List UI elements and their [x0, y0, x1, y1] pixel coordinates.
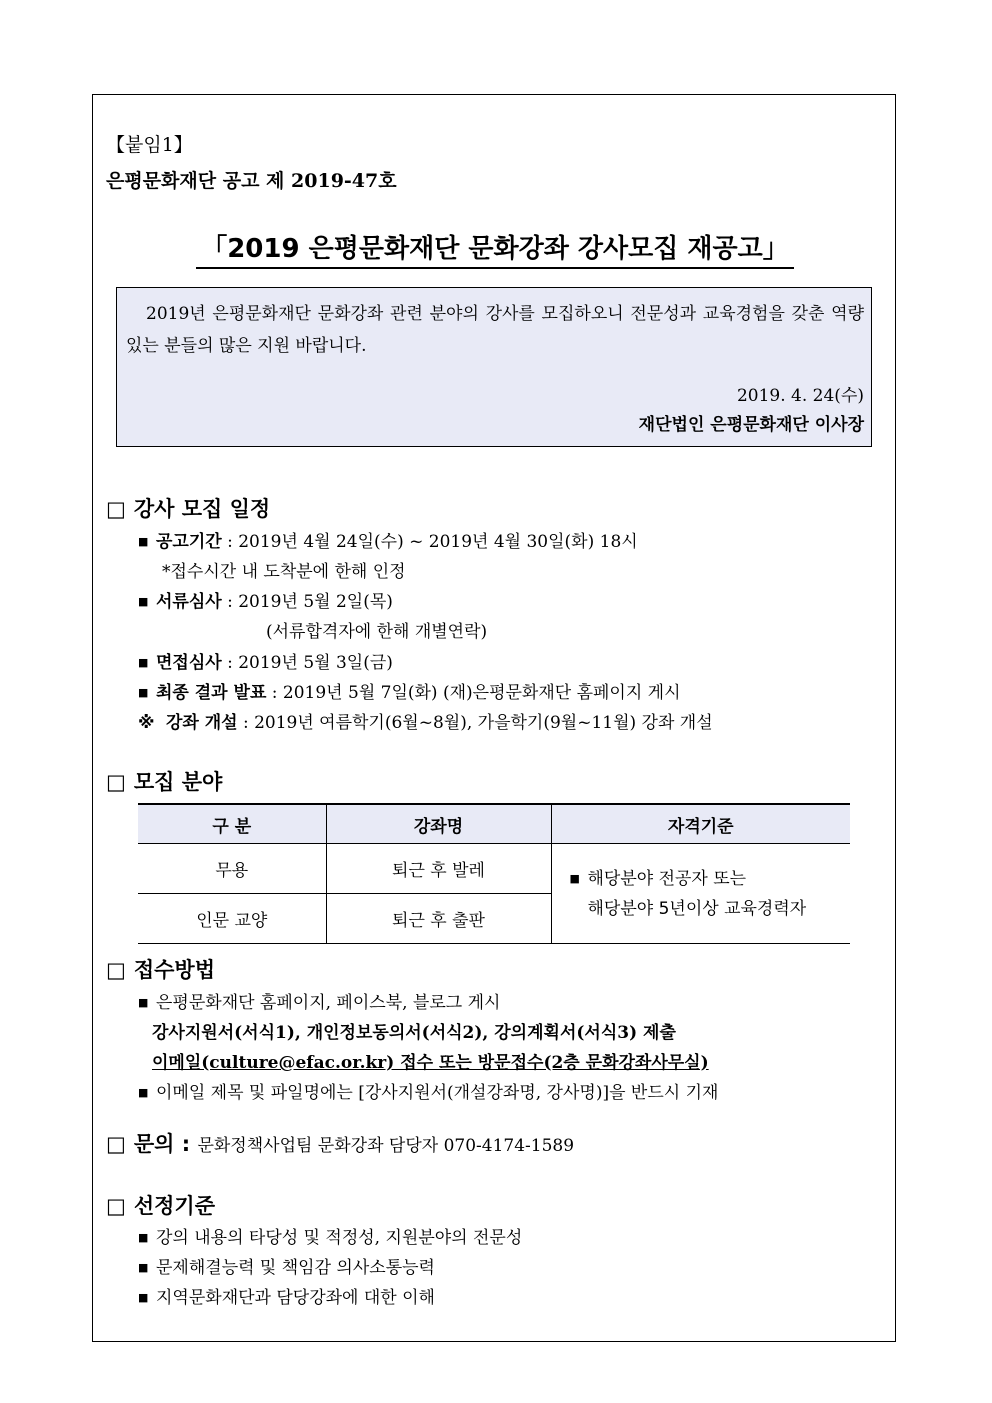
section-inquiry: □ 문의 : 문화정책사업팀 문화강좌 담당자 070-4174-1589 [106, 1132, 575, 1156]
section-criteria-heading: □ 선정기준 [106, 1194, 215, 1218]
schedule-note: (서류합격자에 한해 개별연락) [266, 622, 488, 642]
schedule-item: ■ 서류심사 : 2019년 5월 2일(목) [138, 592, 393, 612]
criteria-item: ■ 강의 내용의 타당성 및 적정성, 지원분야의 전문성 [138, 1228, 523, 1248]
application-submission: 이메일(culture@efac.or.kr) 접수 또는 방문접수(2층 문화강좌사무실) [152, 1053, 709, 1073]
table-header-row [138, 804, 850, 844]
intro-text: 2019년 은평문화재단 문화강좌 관련 분야의 강사를 모집하오니 전문성과 교육경험을 갖춘 역량 있는 분들의 많은 지원 바랍니다. [126, 304, 864, 356]
course-cell: 퇴근 후 발레 [326, 844, 551, 894]
square-bullet-icon: ■ [138, 1291, 149, 1304]
checkbox-square-icon: □ [106, 958, 126, 982]
column-header: 자격기준 [551, 804, 850, 844]
criteria-item: ■ 지역문화재단과 담당강좌에 대한 이해 [138, 1288, 435, 1308]
schedule-note: *접수시간 내 도착분에 한해 인정 [162, 562, 406, 582]
criteria-item: ■ 문제해결능력 및 책임감 의사소통능력 [138, 1258, 435, 1278]
qualification-cell: ■ 해당분야 전공자 또는 해당분야 5년이상 교육경력자 [551, 844, 850, 944]
schedule-remark: ※ 강좌 개설 : 2019년 여름학기(6월~8월), 가을학기(9월~11월) 강좌 개설 [138, 713, 713, 733]
inquiry-contact: 문화정책사업팀 문화강좌 담당자 070-4174-1589 [197, 1136, 575, 1156]
table-row [138, 844, 850, 894]
square-bullet-icon: ■ [138, 1086, 149, 1099]
attachment-label: 【붙임1】 [106, 134, 193, 156]
schedule-item: ■ 최종 결과 발표 : 2019년 5월 7일(화) (재)은평문화재단 홈페이지 게시 [138, 683, 681, 703]
checkbox-square-icon: □ [106, 770, 126, 794]
square-bullet-icon: ■ [138, 1231, 149, 1244]
square-bullet-icon: ■ [138, 535, 149, 548]
category-cell: 인문 교양 [138, 894, 326, 944]
square-bullet-icon: ■ [138, 656, 149, 669]
application-documents: 강사지원서(서식1), 개인정보동의서(서식2), 강의계획서(서식3) 제출 [152, 1023, 676, 1043]
course-cell: 퇴근 후 출판 [326, 894, 551, 944]
notice-number: 은평문화재단 공고 제 2019-47호 [106, 170, 397, 192]
checkbox-square-icon: □ [106, 1132, 126, 1156]
category-cell: 무용 [138, 844, 326, 894]
application-item: ■ 은평문화재단 홈페이지, 페이스북, 블로그 게시 [138, 993, 501, 1013]
checkbox-square-icon: □ [106, 497, 126, 521]
column-header: 구 분 [138, 804, 326, 844]
schedule-item: ■ 공고기간 : 2019년 4월 24일(수) ~ 2019년 4월 30일(화) 18시 [138, 532, 638, 552]
schedule-item: ■ 면접심사 : 2019년 5월 3일(금) [138, 653, 393, 673]
square-bullet-icon: ■ [138, 686, 149, 699]
section-application-heading: □ 접수방법 [106, 958, 215, 982]
section-schedule-heading: □ 강사 모집 일정 [106, 497, 271, 521]
fields-table [138, 803, 850, 944]
section-fields-heading: □ 모집 분야 [106, 770, 223, 794]
reference-mark: ※ [138, 713, 155, 733]
square-bullet-icon: ■ [569, 871, 580, 885]
square-bullet-icon: ■ [138, 996, 149, 1009]
column-header: 강좌명 [326, 804, 551, 844]
square-bullet-icon: ■ [138, 1261, 149, 1274]
notice-date: 2019. 4. 24(수) [736, 386, 864, 406]
checkbox-square-icon: □ [106, 1194, 126, 1218]
application-item: ■ 이메일 제목 및 파일명에는 [강사지원서(개설강좌명, 강사명)]을 반드시 기재 [138, 1083, 719, 1103]
issuer: 재단법인 은평문화재단 이사장 [638, 415, 864, 435]
square-bullet-icon: ■ [138, 595, 149, 608]
page-title: 「2019 은평문화재단 문화강좌 강사모집 재공고」 [196, 228, 794, 269]
